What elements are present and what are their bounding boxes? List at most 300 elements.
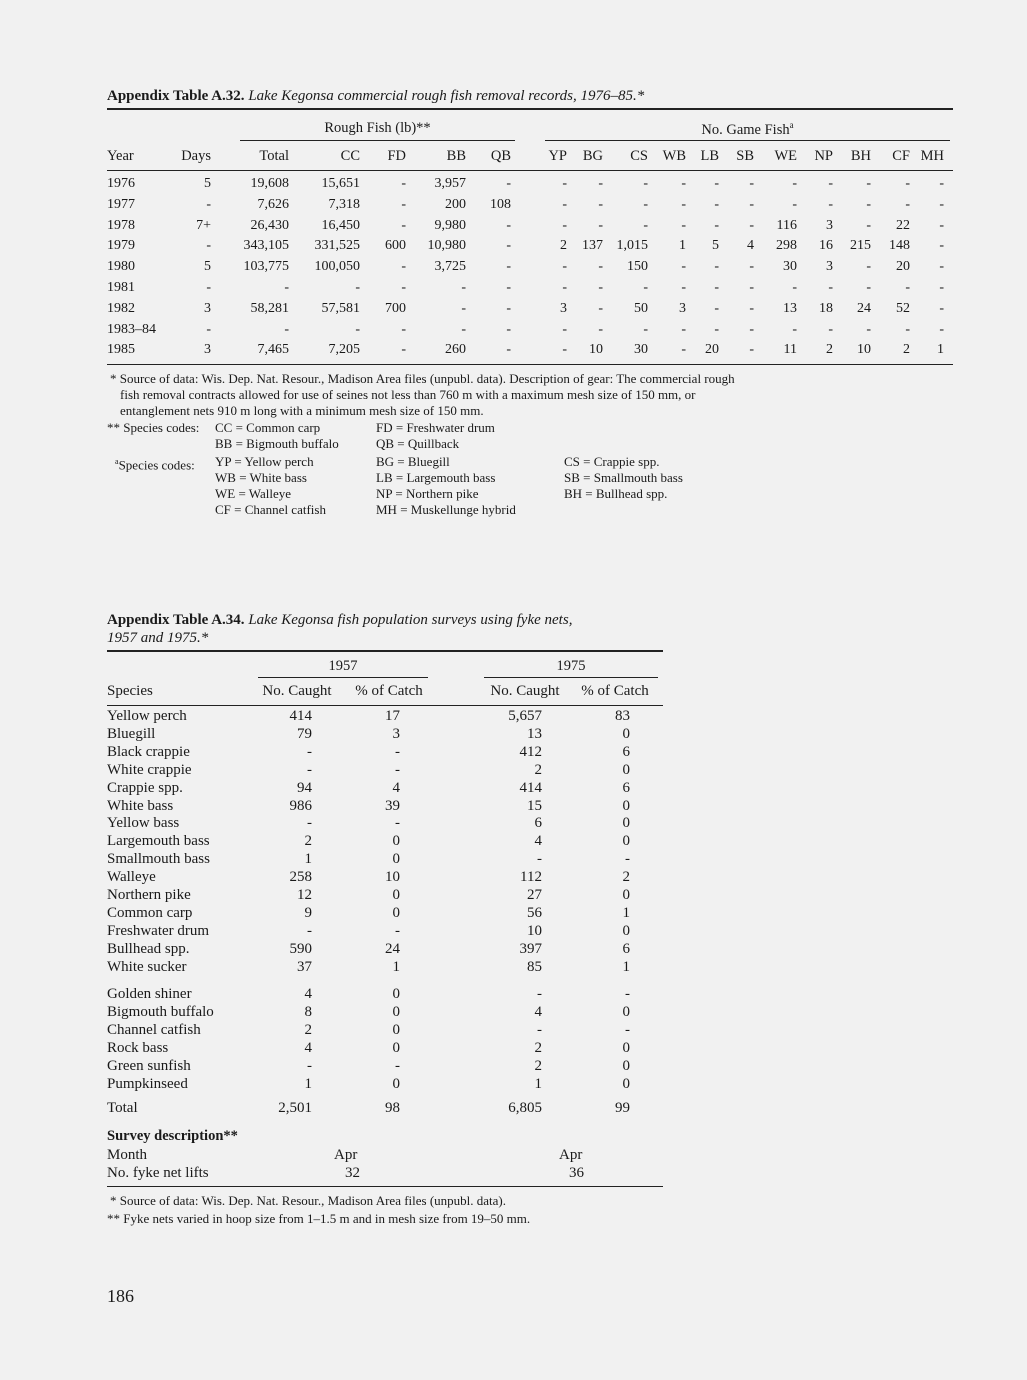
- species-row-label: White bass: [107, 797, 174, 814]
- code-yp: YP = Yellow perch: [215, 454, 314, 469]
- table-a32-cell-cs: 50: [634, 300, 648, 316]
- total-pct-1957: 98: [385, 1100, 400, 1116]
- table-a32-label: Appendix Table A.32.: [107, 88, 245, 104]
- table-a32-cell-bh: -: [866, 176, 871, 191]
- table-a32-cell-np: 16: [819, 238, 833, 254]
- col-caught-1975-header: No. Caught: [490, 683, 560, 699]
- table-a32-cell-lb: -: [714, 321, 719, 337]
- species-cell-pct-1957: 0: [392, 851, 400, 868]
- year-1975-rule: [484, 677, 658, 678]
- species-cell-caught-1957: 79: [297, 725, 312, 742]
- species-cell-caught-1975: 15: [527, 797, 542, 814]
- table-a32-cell-bg: -: [598, 321, 603, 337]
- table-a32-cell-mh: 1: [937, 342, 944, 358]
- table-a32-cell-yp: -: [562, 259, 567, 275]
- table-a32-cell-we: 116: [776, 217, 797, 233]
- species-cell-caught-1975: 412: [519, 743, 542, 760]
- species-cell-pct-1975: 0: [622, 1057, 630, 1074]
- species-cell-caught-1957: -: [307, 761, 312, 778]
- table-a32-cell-wb: -: [681, 342, 686, 358]
- species-cell-pct-1975: 6: [622, 743, 630, 760]
- game-fish-group-rule: [545, 140, 950, 141]
- month-label: Month: [107, 1147, 148, 1163]
- species-cell-caught-1957: 414: [289, 708, 312, 724]
- table-a32-cell-we: 298: [776, 238, 797, 254]
- table-a32-cell-qb: 108: [490, 196, 511, 212]
- table-a32-cell-bh: -: [866, 280, 871, 295]
- year-1957-rule: [258, 677, 428, 678]
- rough-fish-group-header: Rough Fish (lb)**: [324, 120, 431, 136]
- species-cell-caught-1957: 1: [304, 851, 312, 868]
- table-a32-cell-total: 26,430: [250, 217, 289, 233]
- species-cell-pct-1957: 0: [392, 833, 400, 850]
- table-a32-cell-wb: -: [681, 176, 686, 191]
- species-cell-pct-1957: 17: [385, 708, 400, 724]
- table-a32-cell-np: -: [828, 196, 833, 212]
- table-a34-header-rule: [107, 705, 663, 706]
- table-a32-cell-yp: -: [562, 176, 567, 191]
- species-cell-pct-1975: 0: [622, 725, 630, 742]
- species-cell-pct-1975: -: [625, 986, 630, 1002]
- table-a32-cell-cc: 7,318: [328, 196, 360, 212]
- table-a32-cell-bg: -: [598, 280, 603, 295]
- col-header-bh: BH: [850, 148, 871, 164]
- col-pct-1975-header: % of Catch: [581, 683, 649, 699]
- table-a32-year-cell: 1983–84: [107, 321, 156, 337]
- table-a32-year-cell: 1977: [107, 196, 135, 212]
- table-a32-cell-qb: -: [506, 176, 511, 191]
- table-a32-cell-bh: 10: [857, 342, 871, 358]
- species-row-label: Bluegill: [107, 725, 156, 742]
- code-cs: CS = Crappie spp.: [564, 454, 660, 469]
- table-a32-cell-fd: -: [401, 217, 406, 233]
- species-cell-pct-1957: 3: [392, 725, 400, 742]
- col-header-mh: MH: [920, 148, 944, 164]
- code-fd: FD = Freshwater drum: [376, 420, 495, 435]
- species-cell-caught-1975: 414: [519, 779, 542, 796]
- survey-description-heading: Survey description**: [107, 1128, 238, 1144]
- table-a32-cell-fd: -: [401, 342, 406, 358]
- species-cell-pct-1957: 10: [385, 869, 400, 886]
- species-cell-pct-1975: 2: [622, 869, 630, 886]
- col-header-we: WE: [774, 148, 797, 164]
- table-a32-cell-bb: 3,957: [434, 176, 466, 191]
- table-a32-cell-yp: 2: [560, 238, 567, 254]
- table-a32-cell-wb: -: [681, 217, 686, 233]
- table-a32-cell-bb: -: [461, 321, 466, 337]
- table-a32-year-cell: 1978: [107, 217, 135, 233]
- species-cell-pct-1975: 0: [622, 815, 630, 832]
- table-a32-cell-cf: 148: [889, 238, 910, 254]
- table-a32-cell-fd: 600: [385, 238, 406, 254]
- species-row-label: Bigmouth buffalo: [107, 1003, 214, 1020]
- species-cell-caught-1957: 258: [289, 869, 312, 886]
- table-a32-cell-bg: -: [598, 259, 603, 275]
- species-cell-pct-1957: -: [395, 743, 400, 760]
- table-a32-cell-cs: -: [643, 280, 648, 295]
- species-cell-caught-1957: 590: [289, 940, 312, 957]
- species-row-label: Freshwater drum: [107, 922, 210, 939]
- species-cell-pct-1957: -: [395, 761, 400, 778]
- table-a32-cell-fd: -: [401, 176, 406, 191]
- table-a32-year-cell: 1985: [107, 342, 135, 358]
- table-a32-cell-lb: -: [714, 176, 719, 191]
- table-a32-cell-cs: 30: [634, 342, 648, 358]
- species-cell-pct-1957: 0: [392, 986, 400, 1002]
- table-a32-cell-bg: -: [598, 196, 603, 212]
- species-cell-caught-1975: -: [537, 851, 542, 868]
- code-bb: BB = Bigmouth buffalo: [215, 436, 339, 451]
- table-a32-cell-yp: -: [562, 280, 567, 295]
- col-header-wb: WB: [662, 148, 686, 164]
- species-cell-pct-1957: 0: [392, 1075, 400, 1092]
- rough-fish-group-rule: [240, 140, 515, 141]
- species-cell-pct-1975: 0: [622, 922, 630, 939]
- code-mh: MH = Muskellunge hybrid: [376, 502, 516, 517]
- table-a32-cell-bh: -: [866, 196, 871, 212]
- month-1957: Apr: [334, 1147, 358, 1163]
- species-row-label: Channel catfish: [107, 1021, 201, 1038]
- table-a32-cell-bh: 24: [857, 300, 871, 316]
- code-lb: LB = Largemouth bass: [376, 470, 496, 485]
- table-a32-cell-we: 11: [783, 342, 797, 358]
- col-header-total: Total: [259, 148, 289, 164]
- year-1975-header: 1975: [556, 658, 586, 674]
- table-a32-cell-sb: -: [749, 259, 754, 275]
- species-cell-pct-1957: -: [395, 922, 400, 939]
- table-a32-cell-wb: -: [681, 196, 686, 212]
- table-a32-cell-sb: -: [749, 342, 754, 358]
- table-a32-cell-we: -: [792, 176, 797, 191]
- table-a32-cell-np: 3: [826, 259, 833, 275]
- table-a34-note-source: * Source of data: Wis. Dep. Nat. Resour., Madison Area files (unpubl. data).: [110, 1193, 507, 1208]
- page-number: 186: [107, 1286, 134, 1306]
- table-a32-cell-fd: 700: [385, 300, 406, 316]
- table-a32-cell-fd: -: [401, 259, 406, 275]
- table-a32-cell-days: 7+: [196, 217, 211, 233]
- table-a32-cell-cc: 15,651: [321, 176, 360, 191]
- species-cell-caught-1975: 1: [534, 1075, 542, 1092]
- table-a32-cell-cc: 7,205: [328, 342, 360, 358]
- species-cell-pct-1975: 6: [622, 779, 630, 796]
- table-a32-cell-fd: -: [401, 280, 406, 295]
- month-1975: Apr: [559, 1147, 583, 1163]
- table-a32-cell-np: 3: [826, 217, 833, 233]
- table-a32-cell-cc: 100,050: [314, 259, 360, 275]
- total-pct-1975: 99: [615, 1100, 630, 1116]
- table-a32-year-cell: 1980: [107, 259, 135, 275]
- species-cell-caught-1975: 2: [534, 1039, 542, 1056]
- species-cell-pct-1975: 1: [622, 904, 630, 921]
- table-a32-cell-days: -: [206, 238, 211, 254]
- species-cell-pct-1957: 0: [392, 1003, 400, 1020]
- species-cell-caught-1957: 9: [304, 904, 312, 921]
- table-a32-cell-total: 58,281: [250, 300, 289, 316]
- table-a32-cell-yp: 3: [560, 300, 567, 316]
- table-a32-cell-mh: -: [939, 217, 944, 233]
- table-a32-cell-cc: 57,581: [321, 300, 360, 316]
- table-a32-cell-qb: -: [506, 342, 511, 358]
- lifts-1957: 32: [345, 1165, 360, 1181]
- species-cell-caught-1957: -: [307, 922, 312, 939]
- species-cell-pct-1975: 6: [622, 940, 630, 957]
- col-header-bg: BG: [582, 148, 603, 164]
- table-a32-year-cell: 1979: [107, 238, 135, 254]
- code-sb: SB = Smallmouth bass: [564, 470, 683, 485]
- species-row-label: Rock bass: [107, 1039, 169, 1056]
- species-cell-caught-1975: 10: [527, 922, 542, 939]
- table-a32-cell-lb: -: [714, 217, 719, 233]
- table-a32-cell-we: 30: [783, 259, 797, 275]
- table-a34-title-line1: Lake Kegonsa fish population surveys using fyke nets,: [248, 612, 573, 628]
- table-a32-cell-days: -: [206, 321, 211, 337]
- species-cell-caught-1957: -: [307, 815, 312, 832]
- table-a32-cell-np: -: [828, 321, 833, 337]
- table-a32-header-rule: [107, 170, 953, 171]
- table-a32-cell-cf: -: [905, 176, 910, 191]
- species-cell-caught-1957: 4: [304, 986, 312, 1002]
- table-a32-cell-bb: 200: [445, 196, 466, 212]
- table-a32-cell-bb: 260: [445, 342, 466, 358]
- table-a34-top-rule: [107, 650, 663, 652]
- table-a32-cell-we: -: [792, 280, 797, 295]
- table-a34-caption: [107, 612, 572, 629]
- table-a32-cell-np: 18: [819, 300, 833, 316]
- species-codes-game-label: $^a$Species codes:: [115, 457, 195, 473]
- species-row-label: Yellow bass: [107, 815, 180, 832]
- species-cell-caught-1975: 6: [534, 815, 542, 832]
- table-a32-cell-cs: 1,015: [616, 238, 648, 254]
- col-header-lb: LB: [700, 148, 719, 164]
- species-cell-pct-1975: 0: [622, 1075, 630, 1092]
- species-cell-pct-1957: -: [395, 815, 400, 832]
- col-species-header: Species: [107, 683, 153, 699]
- table-a32-cell-wb: 1: [679, 238, 686, 254]
- table-a32-cell-sb: -: [749, 176, 754, 191]
- table-a32-cell-mh: -: [939, 238, 944, 254]
- species-cell-pct-1957: 0: [392, 887, 400, 903]
- code-cc: CC = Common carp: [215, 420, 321, 435]
- col-header-qb: QB: [490, 148, 511, 164]
- table-a32-cell-total: 7,465: [257, 342, 289, 358]
- col-header-days: Days: [181, 148, 211, 164]
- table-a32-cell-lb: 5: [712, 238, 719, 254]
- table-a32-cell-qb: -: [506, 321, 511, 337]
- table-a32-cell-fd: -: [401, 196, 406, 212]
- total-label: Total: [107, 1100, 138, 1116]
- species-row-label: Northern pike: [107, 887, 191, 903]
- table-a32-cell-cc: 16,450: [321, 217, 360, 233]
- table-a32-cell-we: -: [792, 196, 797, 212]
- species-row-label: Common carp: [107, 904, 193, 921]
- table-a32-cell-bg: -: [598, 217, 603, 233]
- species-cell-caught-1975: 4: [534, 833, 542, 850]
- species-cell-pct-1957: 1: [392, 958, 400, 975]
- table-a32-cell-we: -: [792, 321, 797, 337]
- table-a32-cell-mh: -: [939, 196, 944, 212]
- table-a32-cell-bb: 3,725: [434, 259, 466, 275]
- species-cell-pct-1957: 39: [385, 797, 400, 814]
- species-cell-caught-1957: 4: [304, 1039, 312, 1056]
- species-cell-pct-1957: 24: [385, 940, 400, 957]
- table-a32-cell-total: 343,105: [243, 238, 289, 254]
- table-a32-cell-mh: -: [939, 321, 944, 337]
- species-cell-caught-1975: -: [537, 1021, 542, 1038]
- table-a34-label: Appendix Table A.34.: [107, 612, 245, 628]
- table-a32-cell-cf: 20: [896, 259, 910, 275]
- species-cell-caught-1957: 12: [297, 887, 312, 903]
- col-header-np: NP: [814, 148, 833, 164]
- table-a34-title-line2: 1957 and 1975.*: [107, 630, 209, 646]
- table-a32-cell-total: 103,775: [243, 259, 289, 275]
- species-cell-caught-1957: 37: [297, 958, 312, 975]
- table-a32-cell-days: 5: [204, 176, 211, 191]
- table-a32-cell-bg: -: [598, 176, 603, 191]
- table-a32-cell-total: -: [284, 321, 289, 337]
- table-a32-year-cell: 1982: [107, 300, 135, 316]
- table-a32-note-source: * Source of data: Wis. Dep. Nat. Resour., Madison Area files (unpubl. data). Description of gear: The commercial rough fish removal contracts allowed for use of seines not less than 760 m with a maximum mesh size of 150 mm, or entanglement nets 910 m long with a minimum mesh size of 150 mm.: [110, 371, 735, 418]
- code-bg: BG = Bluegill: [376, 454, 450, 469]
- species-cell-pct-1975: 0: [622, 761, 630, 778]
- species-cell-caught-1975: 112: [520, 869, 542, 886]
- code-we: WE = Walleye: [215, 486, 292, 501]
- table-a32-cell-qb: -: [506, 259, 511, 275]
- table-a32-cell-bg: -: [598, 300, 603, 316]
- table-a32-title: Lake Kegonsa commercial rough fish removal records, 1976–85.*: [248, 88, 645, 104]
- species-cell-caught-1975: -: [537, 986, 542, 1002]
- table-a34-note-nets: ** Fyke nets varied in hoop size from 1–1.5 m and in mesh size from 19–50 mm.: [107, 1211, 531, 1226]
- species-cell-pct-1957: 4: [392, 779, 400, 796]
- species-cell-caught-1975: 2: [534, 761, 542, 778]
- table-a32-cell-bh: 215: [850, 238, 871, 254]
- species-cell-caught-1975: 397: [519, 940, 542, 957]
- table-a32-cell-lb: -: [714, 280, 719, 295]
- table-a32-cell-wb: 3: [679, 300, 686, 316]
- table-a32-cell-total: 7,626: [257, 196, 289, 212]
- code-cf: CF = Channel catfish: [215, 502, 326, 517]
- species-row-label: Bullhead spp.: [107, 940, 190, 957]
- table-a32-cell-we: 13: [783, 300, 797, 316]
- col-header-year: Year: [107, 148, 134, 164]
- table-a32-cell-lb: 20: [705, 342, 719, 358]
- species-row-label: White sucker: [107, 958, 187, 975]
- table-a32-bottom-rule: [107, 364, 953, 365]
- table-a34-bottom-rule: [107, 1186, 663, 1187]
- table-a32-year-cell: 1976: [107, 176, 135, 191]
- total-caught-1957: 2,501: [278, 1100, 312, 1116]
- table-a32-cell-np: -: [828, 280, 833, 295]
- species-cell-caught-1957: 2: [304, 833, 312, 850]
- table-a32-cell-yp: -: [562, 342, 567, 358]
- species-row-label: Largemouth bass: [107, 833, 210, 850]
- table-a32-cell-qb: -: [506, 238, 511, 254]
- table-a32-caption: [107, 88, 644, 105]
- species-cell-caught-1957: 8: [304, 1003, 312, 1020]
- species-cell-pct-1975: -: [625, 1021, 630, 1038]
- table-a32-cell-bh: -: [866, 259, 871, 275]
- species-codes-rough-label: ** Species codes:: [107, 420, 200, 435]
- table-a32-cell-total: 19,608: [250, 176, 289, 191]
- code-bh: BH = Bullhead spp.: [564, 486, 668, 501]
- table-a32-cell-lb: -: [714, 259, 719, 275]
- col-header-cf: CF: [892, 148, 910, 164]
- species-cell-caught-1975: 56: [527, 904, 542, 921]
- col-header-sb: SB: [736, 148, 754, 164]
- table-a32-cell-fd: -: [401, 321, 406, 337]
- table-a32-cell-cf: -: [905, 280, 910, 295]
- species-cell-pct-1975: 83: [615, 708, 630, 724]
- species-cell-pct-1957: 0: [392, 904, 400, 921]
- table-a32-cell-sb: -: [749, 300, 754, 316]
- table-a32-cell-cc: -: [355, 280, 360, 295]
- col-header-fd: FD: [387, 148, 406, 164]
- species-cell-pct-1975: 0: [622, 1003, 630, 1020]
- lifts-1975: 36: [569, 1165, 584, 1181]
- table-a32-cell-qb: -: [506, 217, 511, 233]
- col-pct-1957-header: % of Catch: [355, 683, 423, 699]
- species-cell-caught-1957: 2: [304, 1021, 312, 1038]
- species-cell-caught-1975: 2: [534, 1057, 542, 1074]
- table-a32-year-cell: 1981: [107, 280, 135, 295]
- species-row-label: Green sunfish: [107, 1057, 191, 1074]
- species-row-label: Pumpkinseed: [107, 1075, 188, 1092]
- col-header-cs: CS: [630, 148, 648, 164]
- table-a32-cell-cc: -: [355, 321, 360, 337]
- code-wb: WB = White bass: [215, 470, 307, 485]
- species-cell-pct-1957: 0: [392, 1039, 400, 1056]
- species-cell-pct-1957: 0: [392, 1021, 400, 1038]
- table-a32-cell-lb: -: [714, 300, 719, 316]
- table-a32-cell-cf: 2: [903, 342, 910, 358]
- table-a32-cell-cs: -: [643, 217, 648, 233]
- table-a32-cell-days: 3: [204, 342, 211, 358]
- year-1957-header: 1957: [328, 658, 358, 674]
- species-cell-caught-1975: 5,657: [508, 708, 542, 724]
- table-a32-cell-cs: -: [643, 196, 648, 212]
- table-a32-cell-sb: 4: [747, 238, 754, 254]
- species-row-label: Smallmouth bass: [107, 851, 210, 868]
- table-a32-cell-yp: -: [562, 321, 567, 337]
- table-a32-cell-days: -: [206, 280, 211, 295]
- table-a32-cell-cs: -: [643, 321, 648, 337]
- table-a32-cell-bg: 137: [582, 238, 603, 254]
- species-cell-pct-1975: 0: [622, 833, 630, 850]
- table-a32-cell-days: -: [206, 196, 211, 212]
- table-a32-cell-yp: -: [562, 196, 567, 212]
- table-a32-cell-np: -: [828, 176, 833, 191]
- species-cell-pct-1975: 1: [622, 958, 630, 975]
- col-caught-1957-header: No. Caught: [262, 683, 332, 699]
- table-a32-cell-bb: 9,980: [434, 217, 466, 233]
- total-caught-1975: 6,805: [508, 1100, 542, 1116]
- species-cell-caught-1957: 1: [304, 1075, 312, 1092]
- table-a32-cell-wb: -: [681, 321, 686, 337]
- species-row-label: White crappie: [107, 761, 192, 778]
- table-a32-cell-qb: -: [506, 300, 511, 316]
- species-cell-pct-1975: -: [625, 851, 630, 868]
- table-a32-cell-cs: -: [643, 176, 648, 191]
- species-cell-caught-1957: -: [307, 743, 312, 760]
- table-a32-cell-mh: -: [939, 280, 944, 295]
- table-a32-cell-wb: -: [681, 280, 686, 295]
- table-a32-cell-wb: -: [681, 259, 686, 275]
- species-cell-caught-1957: 986: [289, 797, 312, 814]
- table-a32-cell-sb: -: [749, 196, 754, 212]
- table-a32-cell-bg: 10: [589, 342, 603, 358]
- species-cell-caught-1975: 13: [527, 725, 542, 742]
- species-cell-pct-1975: 0: [622, 1039, 630, 1056]
- species-row-label: Yellow perch: [107, 708, 187, 724]
